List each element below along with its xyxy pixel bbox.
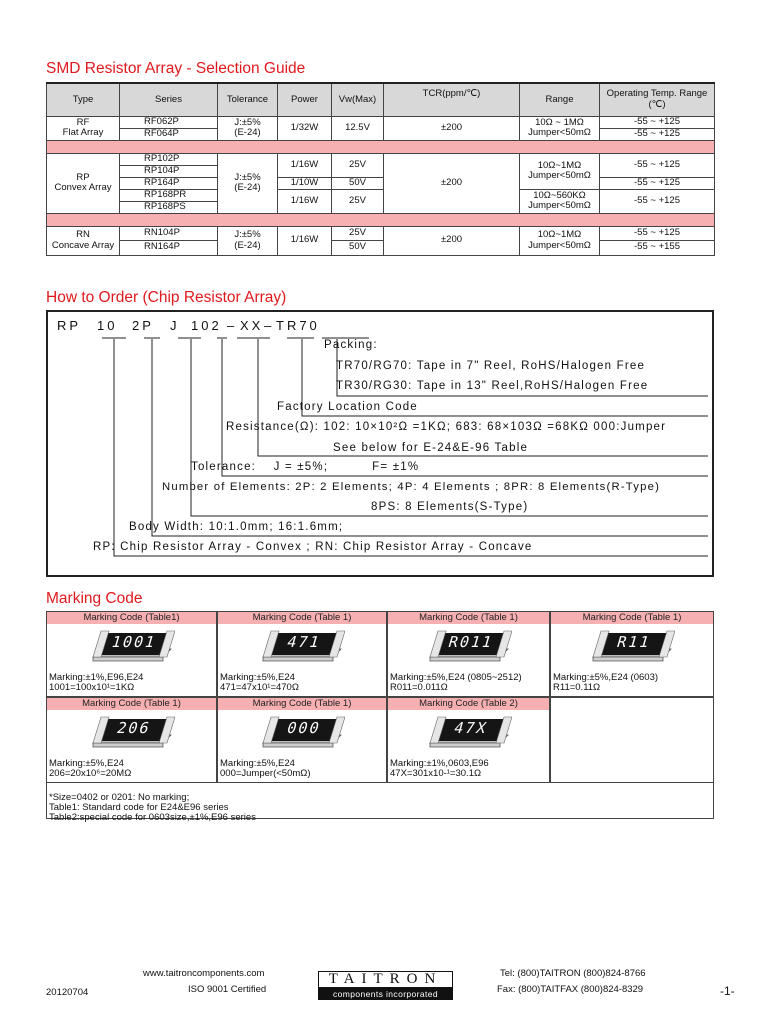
series-cell: RN104P xyxy=(120,226,218,240)
marking-description: Marking:±5%,E24 (0603) xyxy=(553,672,659,683)
order-line: TR30/RG30: Tape in 13" Reel,RoHS/Halogen Free xyxy=(336,380,649,392)
selection-guide-table xyxy=(46,82,715,256)
power-cell: 1/16W xyxy=(278,226,332,255)
order-line: Packing: xyxy=(324,339,378,351)
type-rn: RN Concave Array xyxy=(47,226,120,255)
temp-cell: -55 ~ +125 xyxy=(600,226,715,240)
tcr-cell: ±200 xyxy=(384,226,520,255)
table-row xyxy=(47,189,715,201)
series-cell: RN164P xyxy=(120,240,218,255)
series-cell: RP168PS xyxy=(120,201,218,213)
power-cell: 1/10W xyxy=(278,177,332,189)
marking-cell-header: Marking Code (Table 1) xyxy=(218,612,386,624)
code-resistance: 102 xyxy=(191,318,222,333)
chip-marking-text: 000 xyxy=(284,719,324,737)
table-row xyxy=(47,240,715,255)
chip-marking-text: 206 xyxy=(114,719,153,737)
power-cell: 1/16W xyxy=(278,153,332,177)
telephone: Tel: (800)TAITRON (800)824-8766 xyxy=(500,968,646,979)
order-line: Resistance(Ω): 102: 10×10²Ω =1KΩ; 683: 68×103Ω =68KΩ 000:Jumper xyxy=(226,421,667,433)
marking-description: Marking:±5%,E24 xyxy=(220,758,295,769)
marking-cell-header: Marking Code (Table 1) xyxy=(47,698,216,710)
marking-cell-header: Marking Code (Table 1) xyxy=(218,698,386,710)
temp-cell: -55 ~ +125 xyxy=(600,116,715,128)
order-line: 8PS: 8 Elements(S-Type) xyxy=(371,501,529,513)
temp-cell: -55 ~ +125 xyxy=(600,189,715,213)
how-to-order-title: How to Order (Chip Resistor Array) xyxy=(46,289,287,306)
chip-marking-text: 471 xyxy=(284,633,324,651)
vw-cell: 12.5V xyxy=(332,116,384,140)
temp-cell: -55 ~ +125 xyxy=(600,177,715,189)
tolerance-cell: J:±5% (E-24) xyxy=(218,153,278,213)
order-line: Number of Elements: 2P: 2 Elements; 4P: 4 Elements ; 8PR: 8 Elements(R-Type) xyxy=(162,481,661,493)
table-row xyxy=(47,177,715,189)
marking-note: Table1: Standard code for E24&E96 series xyxy=(49,802,229,813)
tcr-cell: ±200 xyxy=(384,116,520,140)
marking-description: Marking:±5%,E24 xyxy=(49,758,124,769)
chip-marking-text: R011 xyxy=(445,633,496,651)
website-link[interactable]: www.taitroncomponents.com xyxy=(143,968,265,979)
marking-cell-header: Marking Code (Table 1) xyxy=(388,612,549,624)
vw-cell: 25V xyxy=(332,189,384,213)
range-cell: 10Ω~1MΩ Jumper<50mΩ xyxy=(520,153,600,189)
code-width: 10 xyxy=(97,318,118,333)
marking-description: 000=Jumper(<50mΩ) xyxy=(220,768,311,779)
marking-note: Table2:special code for 0603size,±1%,E96 series xyxy=(49,812,256,823)
marking-cell-header: Marking Code (Table 2) xyxy=(388,698,549,710)
header-temp: Operating Temp. Range (℃) xyxy=(600,83,715,116)
date-code: 20120704 xyxy=(46,987,89,998)
taitron-logo xyxy=(318,971,453,1000)
power-cell: 1/32W xyxy=(278,116,332,140)
header-power: Power xyxy=(278,83,332,116)
marking-description: Marking:±5%,E24 (0805~2512) xyxy=(390,672,522,683)
series-cell: RF064P xyxy=(120,128,218,140)
order-line: See below for E-24&E-96 Table xyxy=(333,442,529,454)
header-vw: Vw(Max) xyxy=(332,83,384,116)
header-type: Type xyxy=(47,83,120,116)
marking-description: R011=0.011Ω xyxy=(390,682,448,693)
table-row xyxy=(47,116,715,128)
marking-cell-empty xyxy=(550,697,714,783)
order-line: Body Width: 10:1.0mm; 16:1.6mm; xyxy=(129,521,344,533)
page-number: -1- xyxy=(720,984,735,998)
marking-cell-header: Marking Code (Table1) xyxy=(47,612,216,624)
selection-guide-title: SMD Resistor Array - Selection Guide xyxy=(46,60,306,77)
marking-description: R11=0.11Ω xyxy=(553,682,601,693)
series-cell: RP168PR xyxy=(120,189,218,201)
code-tolerance: J xyxy=(170,318,180,333)
marking-description: Marking:±1%,0603,E96 xyxy=(390,758,489,769)
header-tolerance: Tolerance xyxy=(218,83,278,116)
marking-description: 206=20x10⁶=20MΩ xyxy=(49,768,132,779)
order-line: RP: Chip Resistor Array - Convex ; RN: Chip Resistor Array - Concave xyxy=(93,541,533,553)
marking-code-title: Marking Code xyxy=(46,590,143,607)
type-rp: RP Convex Array xyxy=(47,153,120,213)
marking-description: 1001=100x10¹=1KΩ xyxy=(49,682,135,693)
vw-cell: 50V xyxy=(332,177,384,189)
logo-subtitle: components incorporated xyxy=(318,988,453,1000)
iso-text: ISO 9001 Certified xyxy=(188,984,267,995)
marking-cell-header: Marking Code (Table 1) xyxy=(551,612,713,624)
order-line: Factory Location Code xyxy=(277,401,418,413)
code-dash: – xyxy=(264,318,275,333)
tolerance-cell: J:±5% (E-24) xyxy=(218,116,278,140)
code-factory: XX xyxy=(240,318,264,333)
range-cell: 10Ω ~ 1MΩ Jumper<50mΩ xyxy=(520,116,600,140)
code-elements: 2P xyxy=(132,318,154,333)
vw-cell: 50V xyxy=(332,240,384,255)
code-packing: TR70 xyxy=(276,318,320,333)
code-dash: – xyxy=(227,318,238,333)
chip-marking-text: 47X xyxy=(451,719,490,737)
power-cell: 1/16W xyxy=(278,189,332,213)
vw-cell: 25V xyxy=(332,153,384,177)
header-tcr: TCR(ppm/℃) xyxy=(384,83,520,116)
range-cell: 10Ω~560KΩ Jumper<50mΩ xyxy=(520,189,600,213)
range-cell: 10Ω~1MΩ Jumper<50mΩ xyxy=(520,226,600,255)
chip-marking-text: R11 xyxy=(614,633,654,651)
code-type: RP xyxy=(57,318,82,333)
series-cell: RP102P xyxy=(120,153,218,165)
temp-cell: -55 ~ +125 xyxy=(600,153,715,177)
header-range: Range xyxy=(520,83,600,116)
table-row xyxy=(47,153,715,165)
type-rf: RF Flat Array xyxy=(47,116,120,140)
tcr-cell: ±200 xyxy=(384,153,520,213)
vw-cell: 25V xyxy=(332,226,384,240)
temp-cell: -55 ~ +155 xyxy=(600,240,715,255)
marking-description: Marking:±5%,E24 xyxy=(220,672,295,683)
marking-description: 47X=301x10-¹=30.1Ω xyxy=(390,768,482,779)
order-line: TR70/RG70: Tape in 7" Reel, RoHS/Halogen Free xyxy=(336,360,646,372)
marking-note: *Size=0402 or 0201: No marking; xyxy=(49,792,190,803)
marking-description: 471=47x10¹=470Ω xyxy=(220,682,299,693)
series-cell: RP104P xyxy=(120,165,218,177)
series-cell: RP164P xyxy=(120,177,218,189)
series-cell: RF062P xyxy=(120,116,218,128)
separator-row xyxy=(47,140,715,153)
temp-cell: -55 ~ +125 xyxy=(600,128,715,140)
fax: Fax: (800)TAITFAX (800)824-8329 xyxy=(497,984,644,995)
order-line: Tolerance: J = ±5%; F= ±1% xyxy=(191,461,420,473)
tolerance-cell: J:±5% (E-24) xyxy=(218,226,278,255)
table-row xyxy=(47,226,715,240)
logo-word: TAITRON xyxy=(318,971,453,988)
chip-marking-text: 1001 xyxy=(108,633,159,651)
table-header-row xyxy=(47,83,715,116)
marking-description: Marking:±1%,E96,E24 xyxy=(49,672,144,683)
separator-row xyxy=(47,213,715,226)
header-series: Series xyxy=(120,83,218,116)
